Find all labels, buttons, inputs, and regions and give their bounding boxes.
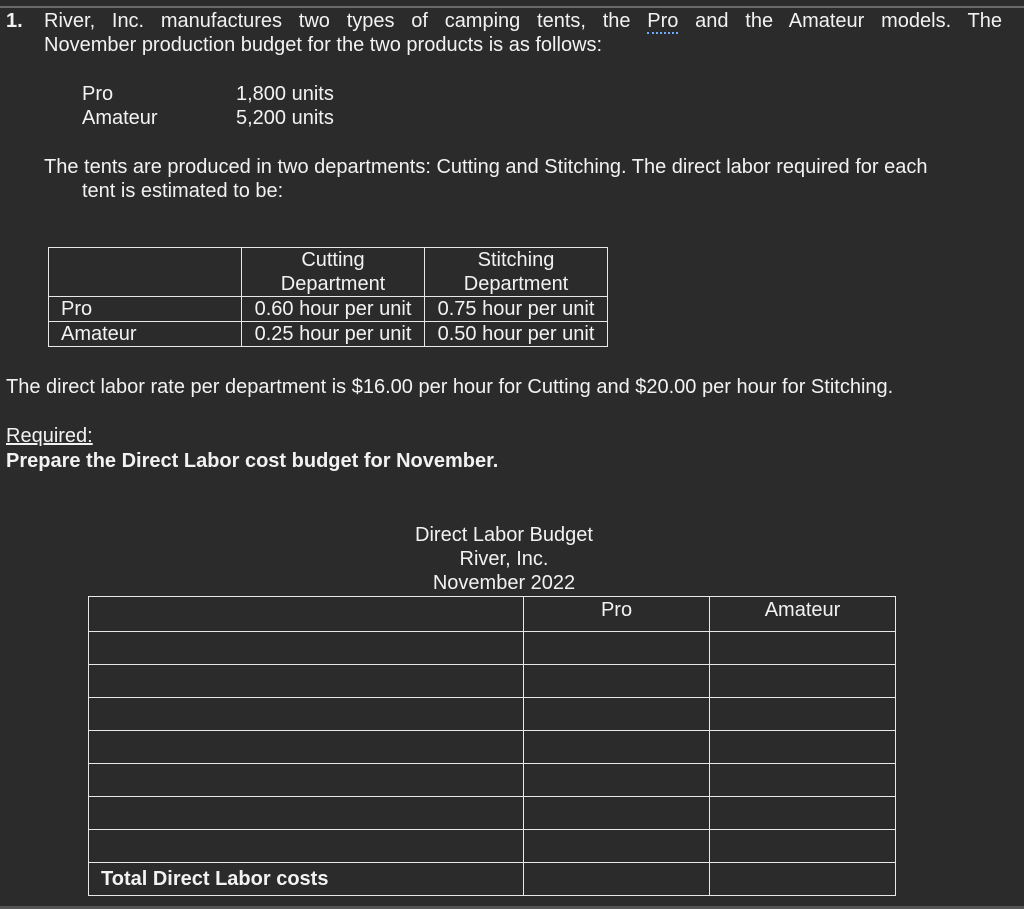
required-task: Prepare the Direct Labor cost budget for November. <box>6 450 499 472</box>
budget-amateur-cell[interactable] <box>710 797 896 830</box>
budget-total-amateur-cell[interactable] <box>710 863 896 896</box>
production-units-amateur: 5,200 units <box>236 107 334 129</box>
pro-link[interactable]: Pro <box>647 10 679 32</box>
budget-label-cell[interactable] <box>89 665 524 698</box>
budget-amateur-cell[interactable] <box>710 665 896 698</box>
budget-label-cell[interactable] <box>89 797 524 830</box>
budget-label-cell[interactable] <box>89 698 524 731</box>
budget-amateur-cell[interactable] <box>710 698 896 731</box>
table-row <box>89 698 896 731</box>
labor-row-product: Amateur <box>49 322 242 347</box>
table-row <box>89 764 896 797</box>
budget-period: November 2022 <box>432 572 576 594</box>
labor-row-product: Pro <box>49 297 242 322</box>
budget-header-blank[interactable] <box>89 597 524 632</box>
table-row <box>89 797 896 830</box>
budget-label-cell[interactable] <box>89 731 524 764</box>
table-row <box>49 297 608 322</box>
budget-company: River, Inc. <box>459 548 549 570</box>
labor-header-blank <box>49 248 242 297</box>
required-label: Required: <box>6 425 93 447</box>
top-divider <box>0 6 1024 8</box>
production-units-pro: 1,800 units <box>236 83 334 105</box>
departments-paragraph <box>44 155 1004 203</box>
labor-row-cutting: 0.25 hour per unit <box>242 322 425 347</box>
budget-total-row <box>89 863 896 896</box>
table-row <box>89 830 896 863</box>
labor-rate-text: The direct labor rate per department is $16.00 per hour for Cutting and $20.00 per hour for Stitching. <box>6 376 894 398</box>
table-row <box>49 322 608 347</box>
budget-total-label: Total Direct Labor costs <box>89 863 524 896</box>
budget-header-pro: Pro <box>524 597 710 632</box>
budget-pro-cell[interactable] <box>524 698 710 731</box>
labor-hours-table <box>48 247 608 347</box>
budget-amateur-cell[interactable] <box>710 764 896 797</box>
table-row <box>89 632 896 665</box>
labor-header-row <box>49 248 608 297</box>
production-product-amateur: Amateur <box>82 107 158 129</box>
budget-pro-cell[interactable] <box>524 797 710 830</box>
budget-pro-cell[interactable] <box>524 665 710 698</box>
budget-pro-cell[interactable] <box>524 764 710 797</box>
budget-total-pro-cell[interactable] <box>524 863 710 896</box>
labor-row-cutting: 0.60 hour per unit <box>242 297 425 322</box>
production-product-pro: Pro <box>82 83 114 105</box>
budget-label-cell[interactable] <box>89 764 524 797</box>
budget-amateur-cell[interactable] <box>710 830 896 863</box>
direct-labor-budget-table <box>88 596 896 896</box>
labor-header-stitching: Stitching Department <box>425 248 608 297</box>
question-intro-line1: River, Inc. manufactures two types of camping tents, the Pro and the Amateur models. The <box>44 10 1002 32</box>
budget-pro-cell[interactable] <box>524 830 710 863</box>
table-row <box>89 731 896 764</box>
question-intro <box>44 9 1002 57</box>
labor-header-cutting: Cutting Department <box>242 248 425 297</box>
departments-line1: The tents are produced in two departments: Cutting and Stitching. The direct labor required for each <box>44 156 928 178</box>
budget-title: Direct Labor Budget <box>415 524 593 546</box>
budget-amateur-cell[interactable] <box>710 632 896 665</box>
budget-header-row <box>89 597 896 632</box>
budget-label-cell[interactable] <box>89 632 524 665</box>
budget-pro-cell[interactable] <box>524 731 710 764</box>
budget-header-amateur: Amateur <box>710 597 896 632</box>
budget-amateur-cell[interactable] <box>710 731 896 764</box>
table-row <box>89 665 896 698</box>
question-intro-line2: November production budget for the two products is as follows: <box>44 34 603 56</box>
budget-pro-cell[interactable] <box>524 632 710 665</box>
departments-line2: tent is estimated to be: <box>82 180 284 202</box>
labor-row-stitching: 0.75 hour per unit <box>425 297 608 322</box>
labor-row-stitching: 0.50 hour per unit <box>425 322 608 347</box>
question-number: 1. <box>6 10 23 32</box>
budget-label-cell[interactable] <box>89 830 524 863</box>
